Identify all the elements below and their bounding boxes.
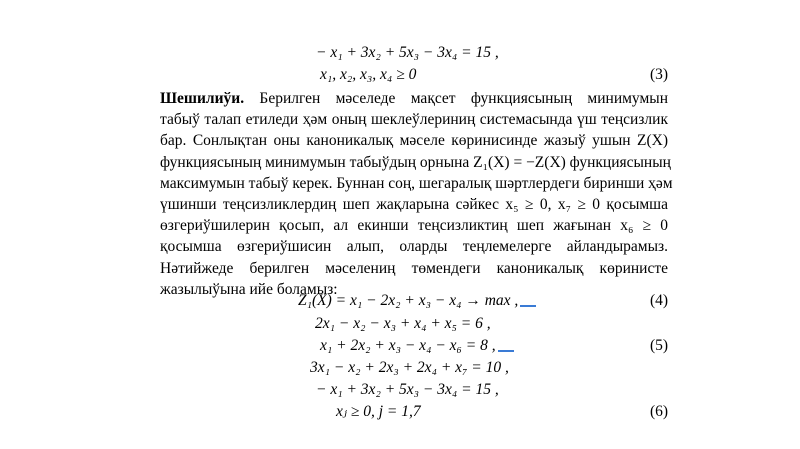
equation-number-5: (5) (650, 337, 669, 354)
equation-nonneg-all: xⱼ ≥ 0, j = 1,7 (336, 403, 421, 420)
equation-constraint-4: − x₁ + 3x₂ + 5x₃ − 3x₄ = 15 , (316, 44, 499, 61)
solution-row: максимумын табыў керек. Буннан соң, шегаралық шәртлердеги биринши ҳәм (160, 174, 673, 192)
solution-row: бар. Сонлықтан оны каноникалық мәселе көринисинде жазыў ушын Z(X) (160, 132, 668, 150)
solution-row: табыў талап етиледи ҳәм оның шеклеўлериниң системасында үш теңсизлик (160, 111, 668, 129)
solution-heading: Шешилиўи. (160, 90, 245, 107)
equation-constraint-3: 3x₁ − x₂ + 2x₃ + 2x₄ + x₇ = 10 , (310, 359, 509, 376)
solution-row-text: Берилген мәселеде мақсет функциясының минимумын (259, 90, 668, 107)
equation-constraint-4b: − x₁ + 3x₂ + 5x₃ − 3x₄ = 15 , (316, 381, 499, 398)
solution-row: үшинши теңсизликлердиң шеп жақларына сәйкес x₅ ≥ 0, x₇ ≥ 0 қосымша (160, 196, 668, 214)
equation-constraint-2 (320, 336, 514, 356)
equation-objective (298, 291, 536, 311)
equation-constraint-2-text: x₁ + 2x₂ + x₃ − x₄ − x₆ = 8 , (320, 337, 496, 354)
equation-nonneg: x₁, x₂, x₃, x₄ ≥ 0 (320, 66, 417, 83)
solution-row: өзгериўшилерин қосып, ал екинши теңсизликтиң шеп жағынан x₆ ≥ 0 (160, 217, 668, 235)
equation-number-3: (3) (650, 66, 669, 83)
solution-row: қосымша өзгериўшисин алып, оларды теңлемелерге айландырамыз. (160, 238, 668, 256)
equation-objective-text: Z₁(X) = x₁ − 2x₂ + x₃ − x₄ → max , (298, 292, 519, 309)
solution-row: функциясының минимумын табыўдың орнына Z₁(X) = −Z(X) функциясының (160, 153, 671, 171)
solution-row: жазылыўына ийе боламыз: (160, 280, 338, 298)
equation-number-4: (4) (650, 292, 669, 309)
spellcheck-underline (498, 344, 514, 352)
equation-constraint-1: 2x₁ − x₂ − x₃ + x₄ + x₅ = 6 , (315, 315, 491, 332)
equation-number-6: (6) (650, 403, 669, 420)
solution-row-1 (160, 88, 668, 109)
spellcheck-underline (520, 299, 536, 307)
solution-row: Нәтийжеде берилген мәселениң төмендеги каноникалық көринисте (160, 259, 668, 277)
solution-paragraph (160, 88, 673, 300)
